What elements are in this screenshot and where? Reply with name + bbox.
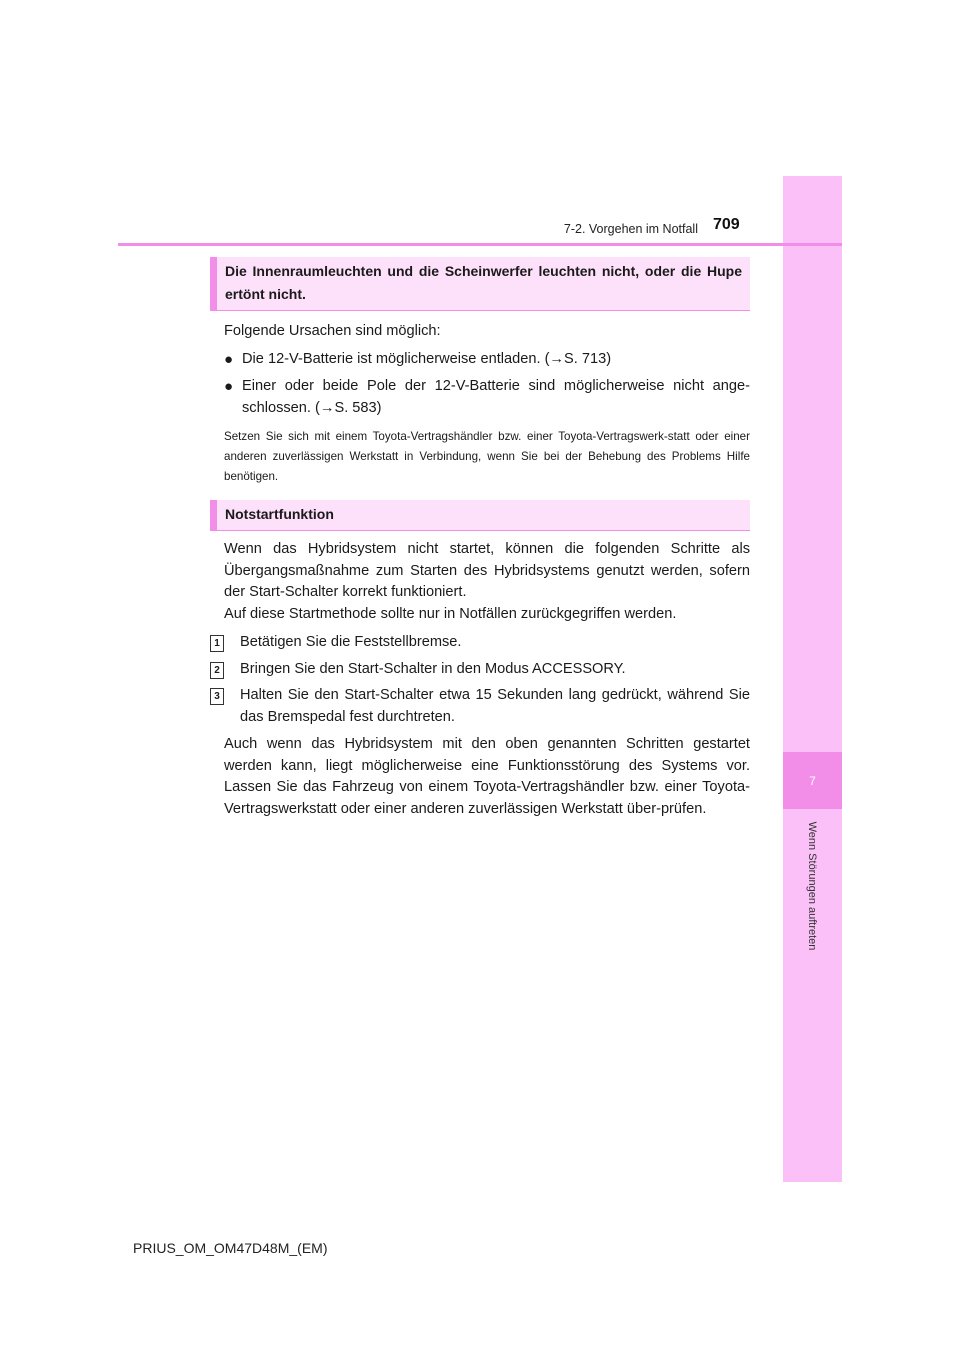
section-heading-emergency-start: Notstartfunktion [210, 500, 750, 531]
chapter-number[interactable]: 7 [783, 752, 842, 809]
section-heading-lights: Die Innenraumleuchten und die Scheinwerfer leuchten nicht, oder die Hupe ertönt nicht. [210, 257, 750, 311]
document-id: PRIUS_OM_OM47D48M_(EM) [133, 1240, 328, 1256]
header-divider [118, 243, 842, 246]
step-text: Betätigen Sie die Feststellbremse. [240, 634, 462, 650]
list-item [224, 349, 750, 371]
bullet-icon: ● [224, 378, 234, 395]
page-content [210, 257, 750, 820]
chapter-title: Wenn Störungen auftreten [806, 821, 818, 951]
step-number-badge: 3 [210, 688, 224, 705]
step-text: Halten Sie den Start-Schalter etwa 15 Sekunden lang gedrückt, während Sie das Bremspedal fest durchtreten. [240, 687, 750, 725]
section-title: 7-2. Vorgehen im Notfall [563, 222, 698, 236]
bullet-text: Die 12-V-Batterie ist möglicherweise entladen. (→S. 713) [242, 350, 612, 367]
info-note: Setzen Sie sich mit einem Toyota-Vertragshändler bzw. einer Toyota-Vertragswerk-statt oder einer anderen zuverlässigen Werkstatt in Verbindung, wenn Sie bei der Behebung des Problems Hilfe benötigen. [224, 430, 750, 483]
section-outro: Auch wenn das Hybridsystem mit den oben genannten Schritten gestartet werden kann, liegt möglicherweise eine Funktionsstörung des Systems vor. Lassen Sie das Fahrzeug von einem Toyota-Vertragshändler bzw. einer Toyota-Vertragswerkstatt oder einer anderen zuverlässigen Werkstatt über-prüfen. [224, 736, 750, 817]
bullet-icon: ● [224, 350, 234, 368]
chapter-side-tab [783, 176, 842, 1182]
step-item [210, 632, 750, 654]
step-text: Bringen Sie den Start-Schalter in den Modus ACCESSORY. [240, 660, 626, 677]
list-item [224, 376, 750, 419]
bullet-text: Einer oder beide Pole der 12-V-Batterie sind möglicherweise nicht ange-schlossen. (→S. 583) [242, 378, 750, 416]
step-item [210, 685, 750, 728]
section-intro-emergency-note: Auf diese Startmethode sollte nur in Notfällen zurückgegriffen werden. [224, 605, 677, 622]
page-number: 709 [713, 216, 740, 233]
section-intro: Folgende Ursachen sind möglich: [224, 323, 441, 339]
step-number-badge: 1 [210, 635, 224, 652]
step-number-badge: 2 [210, 662, 224, 679]
section-intro: Wenn das Hybridsystem nicht startet, können die folgenden Schritte als Übergangsmaßnahme zum Starten des Hybridsystems genutzt werden, sofern der Start-Schalter korrekt funktioniert. [224, 541, 750, 600]
step-item [210, 659, 750, 681]
